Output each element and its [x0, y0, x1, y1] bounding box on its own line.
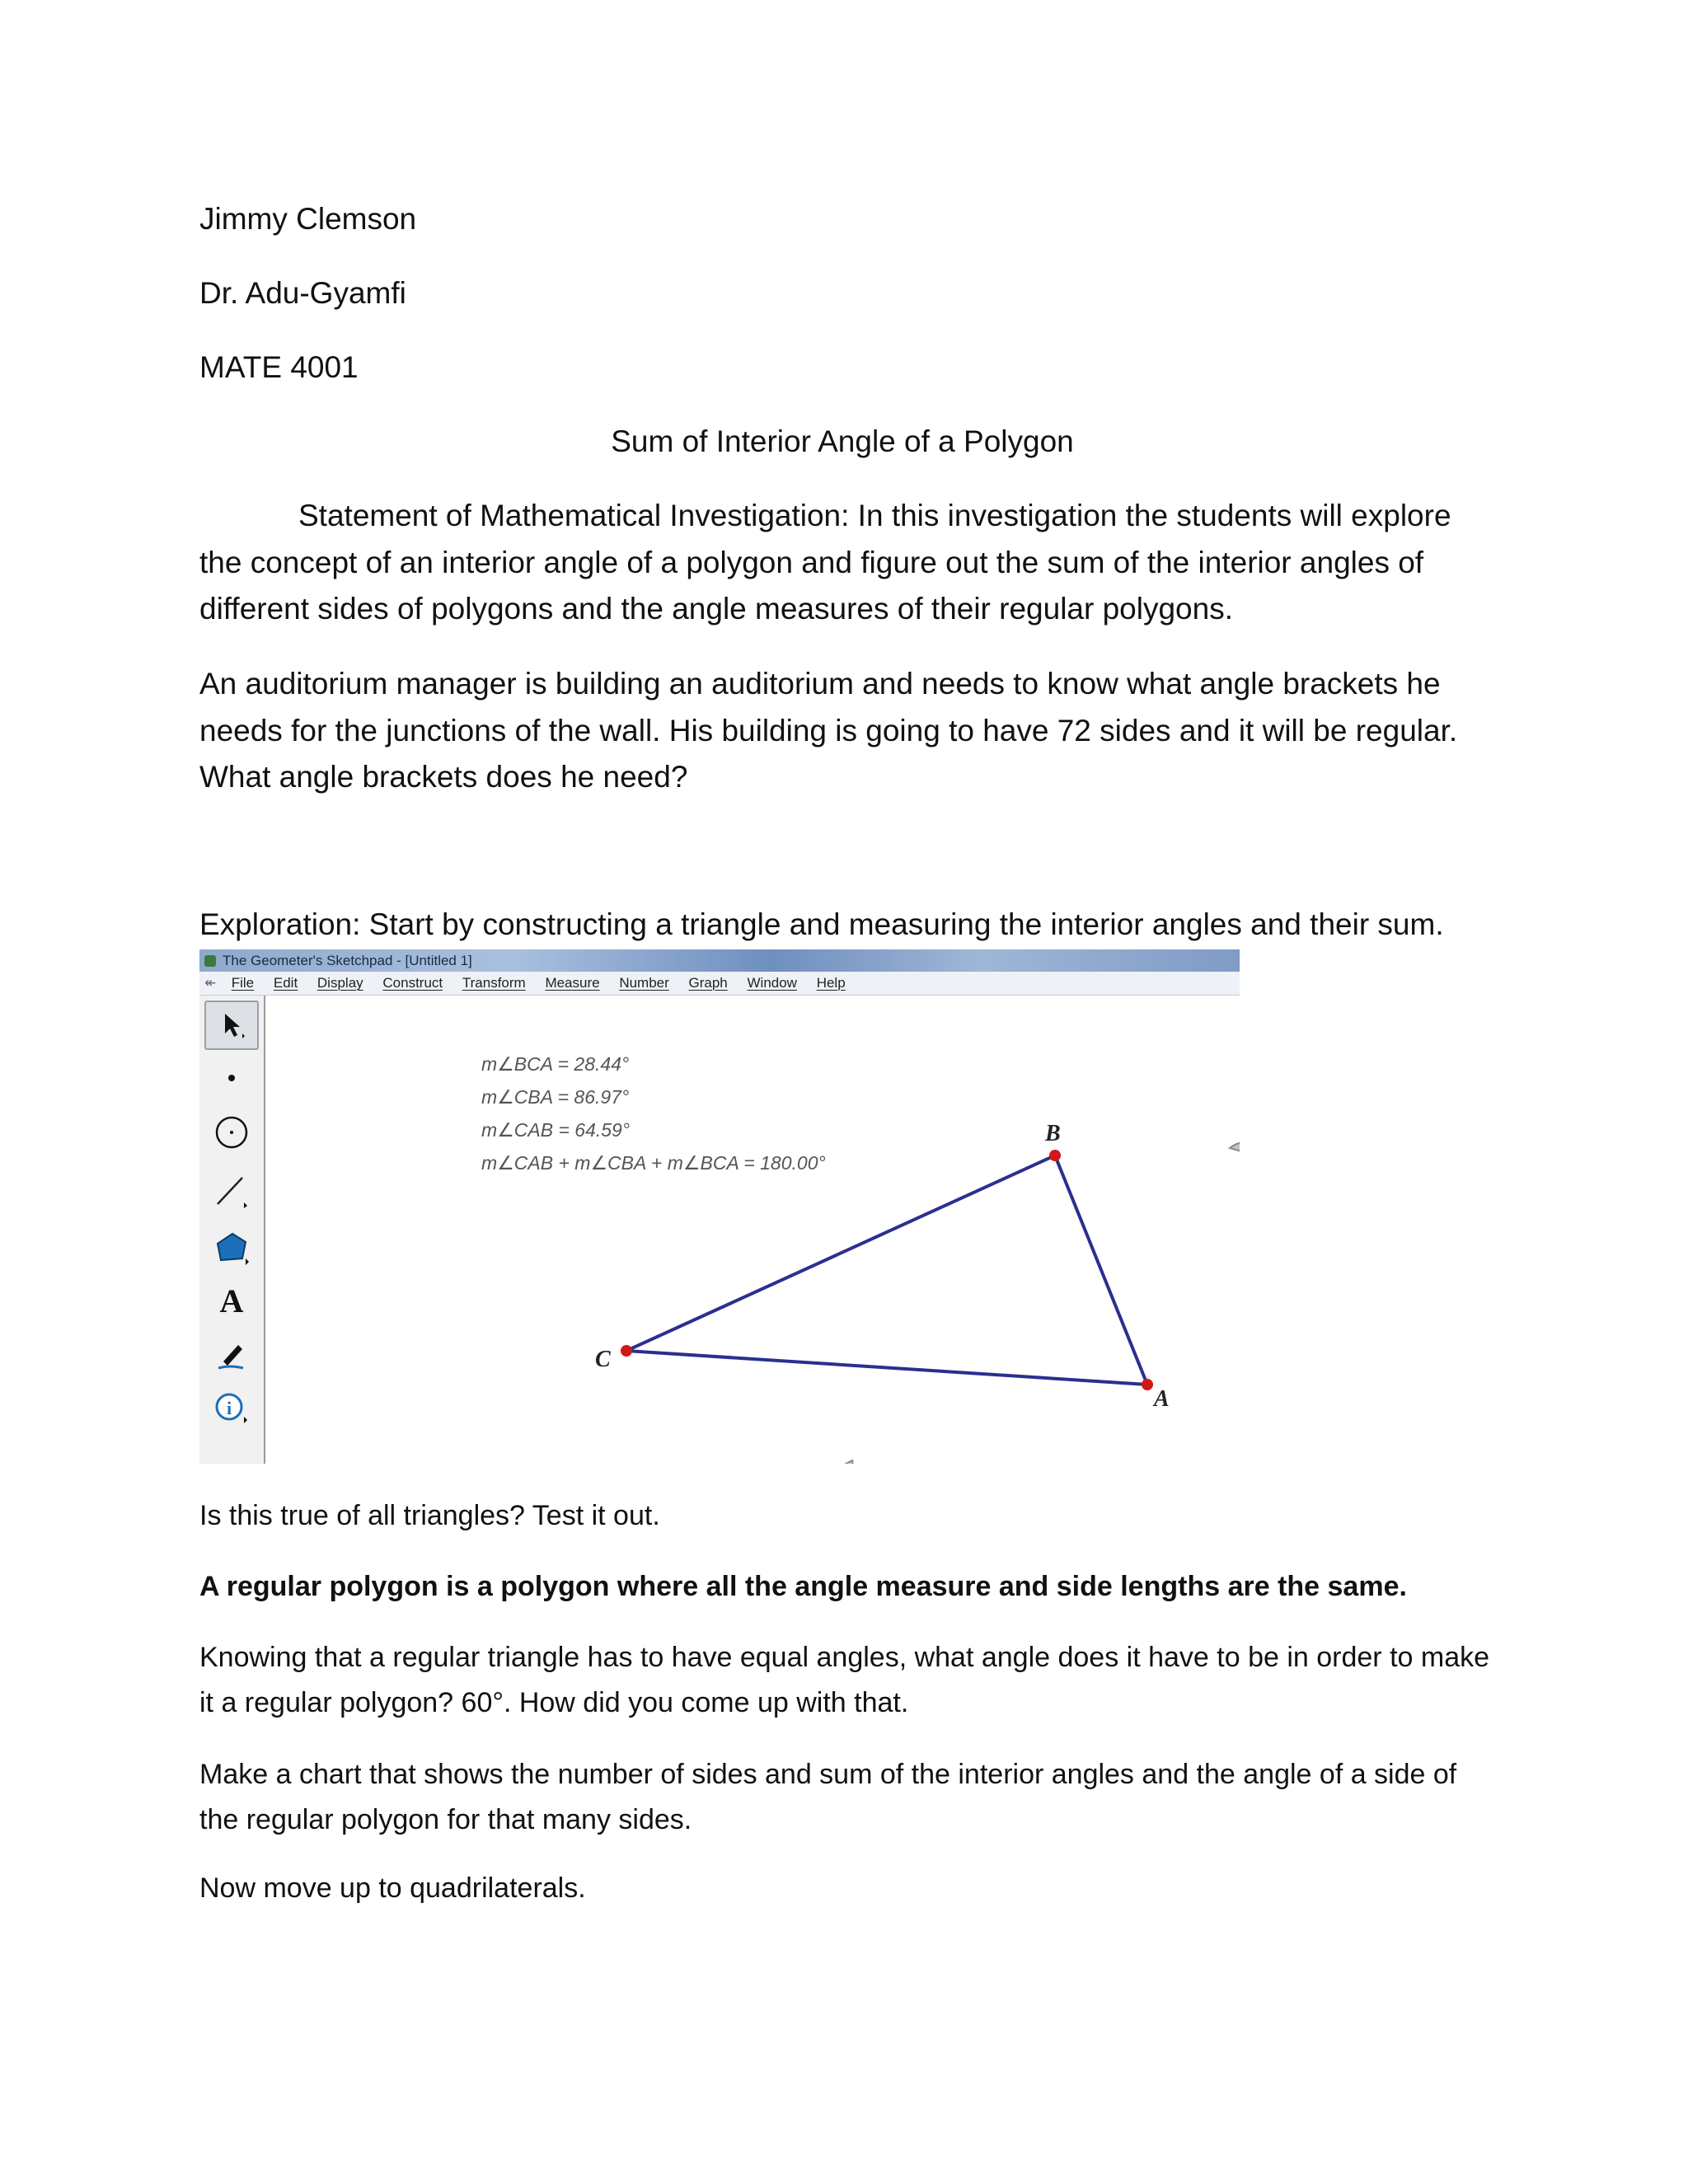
menu-file[interactable]: File — [231, 975, 255, 991]
menu-transform[interactable]: Transform — [462, 975, 526, 991]
statement-paragraph: Statement of Mathematical Investigation: In this investigation the students will explore the concept of an interior angle of a polygon and figure out the sum of the interior angles of different sides of polygons and the angle measures of their regular polygons. — [199, 499, 1451, 626]
sketchpad-window-title: The Geometer's Sketchpad - [Untitled 1] — [223, 953, 472, 968]
menu-display[interactable]: Display — [316, 975, 363, 991]
label-c: C — [595, 1347, 611, 1372]
exploration-paragraph: Exploration: Start by constructing a triangle and measuring the interior angles and their sum. — [199, 907, 1444, 941]
system-menu-icon[interactable]: ↞ — [204, 975, 217, 991]
segment-cb[interactable] — [626, 1155, 1055, 1351]
student-name: Jimmy Clemson — [199, 202, 417, 236]
sketchpad-screenshot — [199, 949, 1240, 1464]
menu-edit[interactable]: Edit — [273, 975, 298, 991]
segment-ba[interactable] — [1055, 1155, 1147, 1385]
measurement-cba[interactable]: m∠CBA = 86.97° — [481, 1086, 630, 1108]
question-make-chart: Make a chart that shows the number of sides and sum of the interior angles and the angle of a side of the regular polygon for that many sides. — [199, 1759, 1457, 1835]
document-title: Sum of Interior Angle of a Polygon — [611, 424, 1074, 458]
measurement-cab[interactable]: m∠CAB = 64.59° — [481, 1119, 631, 1141]
regular-polygon-definition: A regular polygon is a polygon where all the angle measure and side lengths are the same. — [199, 1571, 1407, 1602]
question-all-triangles: Is this true of all triangles? Test it out. — [199, 1500, 660, 1531]
triangle-diagram — [199, 949, 1240, 1464]
menu-measure[interactable]: Measure — [545, 975, 600, 991]
question-regular-triangle: Knowing that a regular triangle has to have equal angles, what angle does it have to be in order to make it a regular polygon? 60°. How did you come up with that. — [199, 1642, 1490, 1718]
angle-mark-b — [1230, 1142, 1240, 1155]
question-quadrilaterals: Now move up to quadrilaterals. — [199, 1872, 586, 1904]
svg-text:i: i — [226, 1398, 232, 1418]
point-b[interactable] — [1049, 1150, 1061, 1161]
point-a[interactable] — [1142, 1379, 1153, 1390]
menu-number[interactable]: Number — [619, 975, 669, 991]
menu-construct[interactable]: Construct — [382, 975, 443, 991]
measurement-angle-sum[interactable]: m∠CAB + m∠CBA + m∠BCA = 180.00° — [481, 1152, 826, 1174]
course-code: MATE 4001 — [199, 350, 359, 384]
problem-paragraph: An auditorium manager is building an auditorium and needs to know what angle brackets he needs for the junctions of the wall. His building is going to have 72 sides and it will be regular. What angle brackets does he need? — [199, 667, 1458, 794]
instructor-name: Dr. Adu-Gyamfi — [199, 276, 406, 310]
measurement-bca[interactable]: m∠BCA = 28.44° — [481, 1053, 630, 1075]
menu-window[interactable]: Window — [747, 975, 797, 991]
menu-graph[interactable]: Graph — [688, 975, 728, 991]
point-c[interactable] — [621, 1345, 632, 1357]
segment-ca[interactable] — [626, 1351, 1147, 1385]
angle-mark-c — [828, 1460, 853, 1464]
text-tool-glyph: A — [219, 1282, 244, 1319]
label-b: B — [1045, 1121, 1061, 1146]
menu-help[interactable]: Help — [816, 975, 846, 991]
label-a: A — [1154, 1386, 1170, 1412]
